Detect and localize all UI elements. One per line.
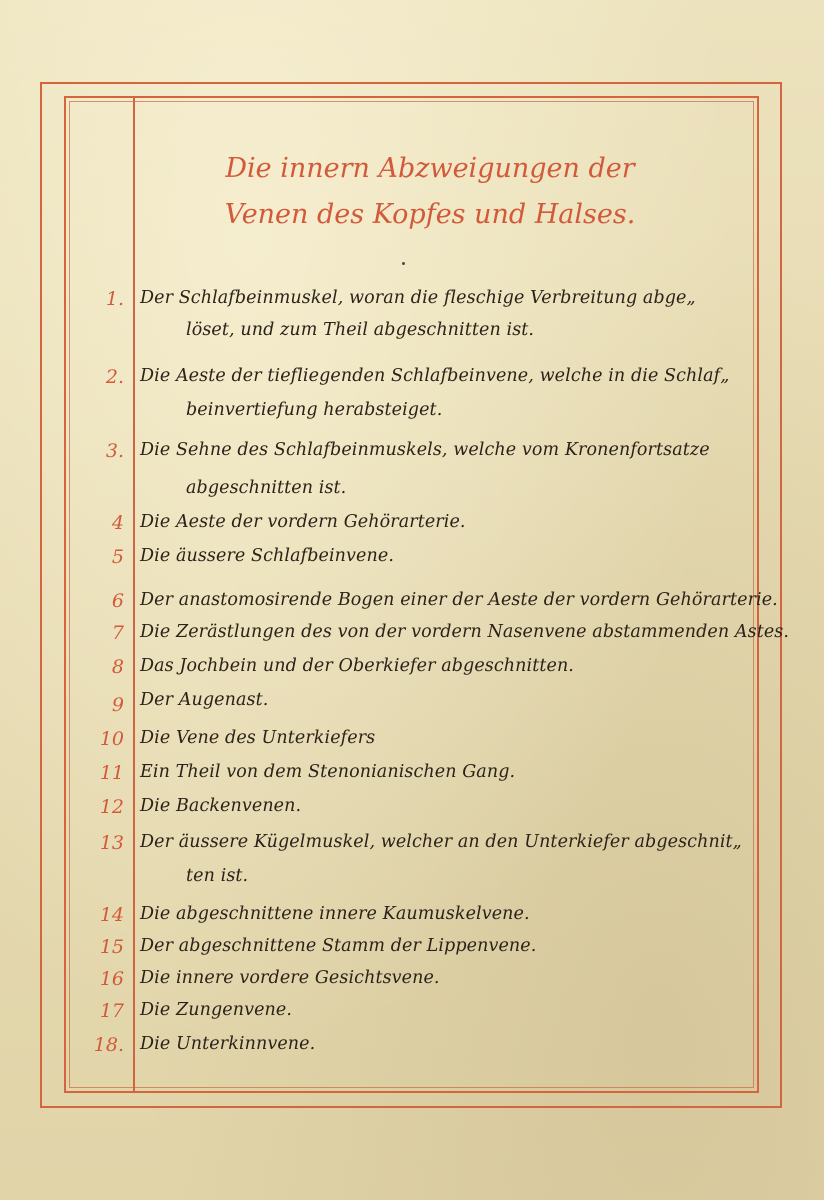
entry-number: 12 — [99, 796, 124, 818]
entry-text: Die innere vordere Gesichtsvene. — [140, 968, 440, 988]
entry-number: 16 — [99, 968, 124, 990]
title-line-2: Venen des Kopfes und Halses. — [224, 199, 636, 230]
entry-number: 4 — [111, 512, 124, 534]
entry-number: 14 — [99, 904, 124, 926]
entry-text: Die Aeste der tiefliegenden Schlafbeinvene, welche in die Schlaf„ — [140, 366, 730, 386]
ornament-dot — [402, 262, 405, 265]
entry-text: Der abgeschnittene Stamm der Lippenvene. — [140, 936, 537, 956]
entry-number: 6 — [111, 590, 124, 612]
entry-text: Die Zungenvene. — [140, 1000, 293, 1020]
entry-number: 7 — [111, 622, 124, 644]
entry-text: Die äussere Schlafbeinvene. — [140, 546, 394, 566]
entry-number: 9 — [111, 694, 124, 716]
entry-text: Der Augenast. — [140, 690, 269, 710]
entry-text-continued: ten ist. — [186, 866, 249, 886]
page-title — [140, 146, 720, 238]
entry-text: Die abgeschnittene innere Kaumuskelvene. — [140, 904, 530, 924]
entry-text: Der äussere Kügelmuskel, welcher an den Unterkiefer abgeschnit„ — [140, 832, 742, 852]
entry-number: 5 — [111, 546, 124, 568]
entry-text: Die Zerästlungen des von der vordern Nasenvene abstammenden Astes. — [140, 622, 790, 642]
entry-number: 13 — [99, 832, 124, 854]
entry-number: 11 — [99, 762, 124, 784]
entry-text: Die Backenvenen. — [140, 796, 302, 816]
margin-rule — [133, 97, 135, 1092]
entry-text: Die Unterkinnvene. — [140, 1034, 316, 1054]
entry-text: Der anastomosirende Bogen einer der Aeste der vordern Gehörarterie. — [140, 590, 778, 610]
entry-number: 1. — [105, 288, 124, 310]
entry-text: Das Jochbein und der Oberkiefer abgeschnitten. — [140, 656, 574, 676]
entry-text-continued: beinvertiefung herabsteiget. — [186, 400, 443, 420]
entry-text: Ein Theil von dem Stenonianischen Gang. — [140, 762, 516, 782]
entry-text: Die Sehne des Schlafbeinmuskels, welche vom Kronenfortsatze — [140, 440, 710, 460]
entry-text-continued: löset, und zum Theil abgeschnitten ist. — [186, 320, 535, 340]
entry-text: Die Aeste der vordern Gehörarterie. — [140, 512, 466, 532]
entry-number: 3. — [105, 440, 124, 462]
entry-number: 18. — [93, 1034, 124, 1056]
entry-number: 10 — [99, 728, 124, 750]
entry-number: 2. — [105, 366, 124, 388]
entry-text: Der Schlafbeinmuskel, woran die fleschige Verbreitung abge„ — [140, 288, 696, 308]
title-line-1: Die innern Abzweigungen der — [225, 153, 635, 184]
entry-number: 8 — [111, 656, 124, 678]
entry-number: 17 — [99, 1000, 124, 1022]
entry-number: 15 — [99, 936, 124, 958]
entry-text: Die Vene des Unterkiefers — [140, 728, 376, 748]
entry-text-continued: abgeschnitten ist. — [186, 478, 347, 498]
